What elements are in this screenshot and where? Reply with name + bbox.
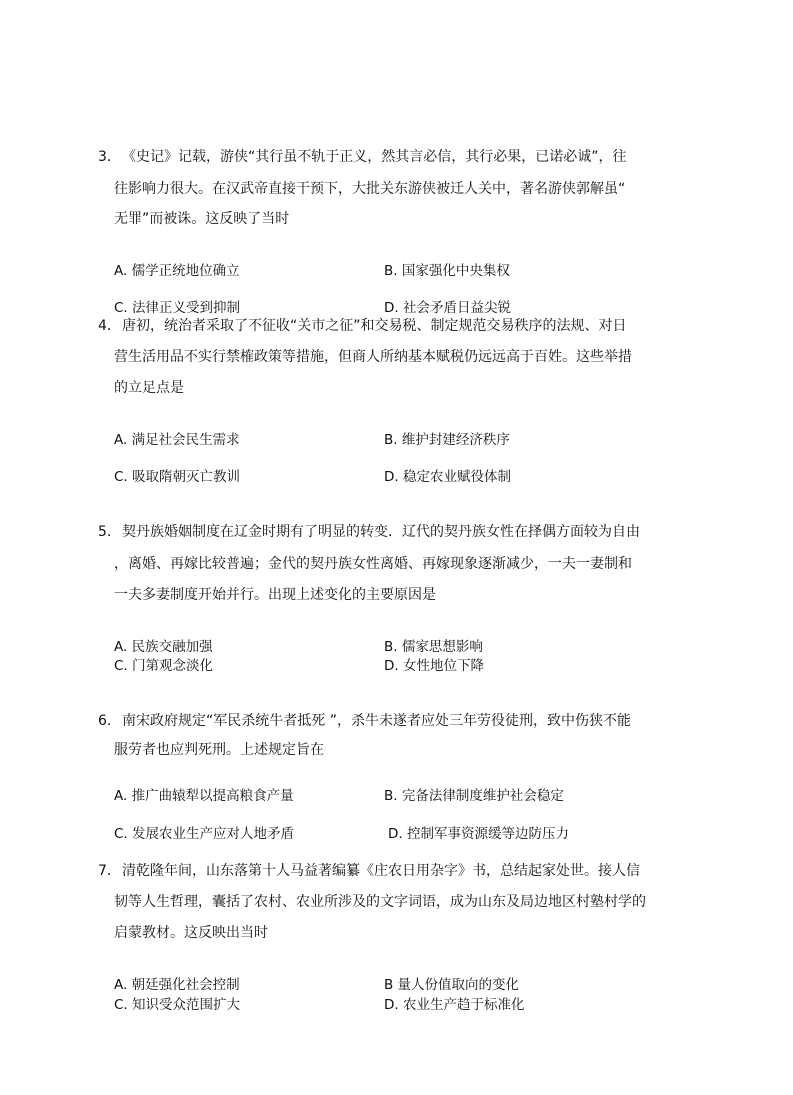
question-number: 7． (98, 863, 121, 879)
question-text-line: 南宋政府规定“军民杀统牛者抵死 ”，杀牛未遂者应处三年劳役徒刑，致中伤狭不能 (122, 713, 631, 729)
option-a: A. 满足社会民生需求 (114, 432, 240, 448)
option-c: C. 法律正义受到抑制 (114, 300, 241, 316)
question-text-line: 韧等人生哲理，囊括了农村、农业所涉及的文字词语，成为山东及局边地区村塾村学的 (114, 894, 646, 910)
option-d: D. 农业生产趋于标准化 (384, 997, 525, 1013)
option-a: A. 儒学正统地位确立 (114, 263, 240, 279)
question-number: 3． (98, 149, 121, 165)
question-text-line: 往影响力很大。在汉武帝直接干预下，大批关东游侠被迁人关中，著名游侠郭解虽“ (114, 181, 626, 197)
question-text-line: 契丹族婚姻制度在辽金时期有了明显的转变．辽代的契丹族女性在择偶方面较为自由 (122, 524, 640, 540)
question-text-line: 清乾隆年间，山东落第十人马益著编纂《庄农日用杂字》书，总结起家处世。接人信 (122, 863, 640, 879)
option-a: A. 朝廷强化社会控制 (114, 977, 240, 993)
option-d: D. 社会矛盾日益尖锐 (384, 300, 511, 316)
option-c: C. 吸取隋朝灭亡教训 (114, 469, 241, 485)
question-text-line: 无罪”而被诛。这反映了当时 (114, 211, 290, 227)
question-text-line: 启蒙教材。这反映出当时 (114, 925, 268, 941)
question-number: 5． (98, 524, 121, 540)
option-b: B 量人份值取向的变化 (384, 977, 520, 993)
option-b: B. 完备法律制度维护社会稳定 (384, 788, 564, 804)
option-d: D. 女性地位下降 (384, 658, 484, 674)
question-text-line: ，离婚、再嫁比较普遍；金代的契丹族女性离婚、再嫁现象逐渐减少，一夫一妻制和 (114, 556, 632, 572)
question-text-line: 的立足点是 (114, 380, 184, 396)
option-c: C. 发展农业生产应对人地矛盾 (114, 826, 295, 842)
question-text-line: 一夫多妻制度开始并行。出现上述变化的主要原因是 (114, 587, 436, 603)
option-c: C. 门第观念淡化 (114, 658, 214, 674)
option-b: B. 国家强化中央集权 (384, 263, 510, 279)
question-number: 4． (98, 318, 121, 334)
option-d: D. 控制军事资源缓等边防压力 (388, 826, 569, 842)
option-c: C. 知识受众范围扩大 (114, 997, 241, 1013)
option-b: B. 维护封建经济秩序 (384, 432, 510, 448)
question-text-line: 营生活用品不实行禁榷政策等措施，但商人所纳基本赋税仍远远高于百姓。这些举措 (114, 349, 632, 365)
option-b: B. 儒家思想影响 (384, 639, 483, 655)
option-d: D. 稳定农业赋役体制 (384, 469, 511, 485)
question-text-line: 《史记》记载，游侠“其行虽不轨于正义，然其言必信，其行必果，已诺必诚”，往 (122, 149, 627, 165)
question-number: 6． (98, 713, 121, 729)
option-a: A. 推广曲辕犁以提高粮食产量 (114, 788, 294, 804)
question-text-line: 服劳者也应判死刑。上述规定旨在 (114, 742, 324, 758)
option-a: A. 民族交融加强 (114, 639, 213, 655)
question-text-line: 唐初，统治者采取了不征收“关市之征”和交易税、制定规范交易秩序的法规、对日 (122, 318, 627, 334)
